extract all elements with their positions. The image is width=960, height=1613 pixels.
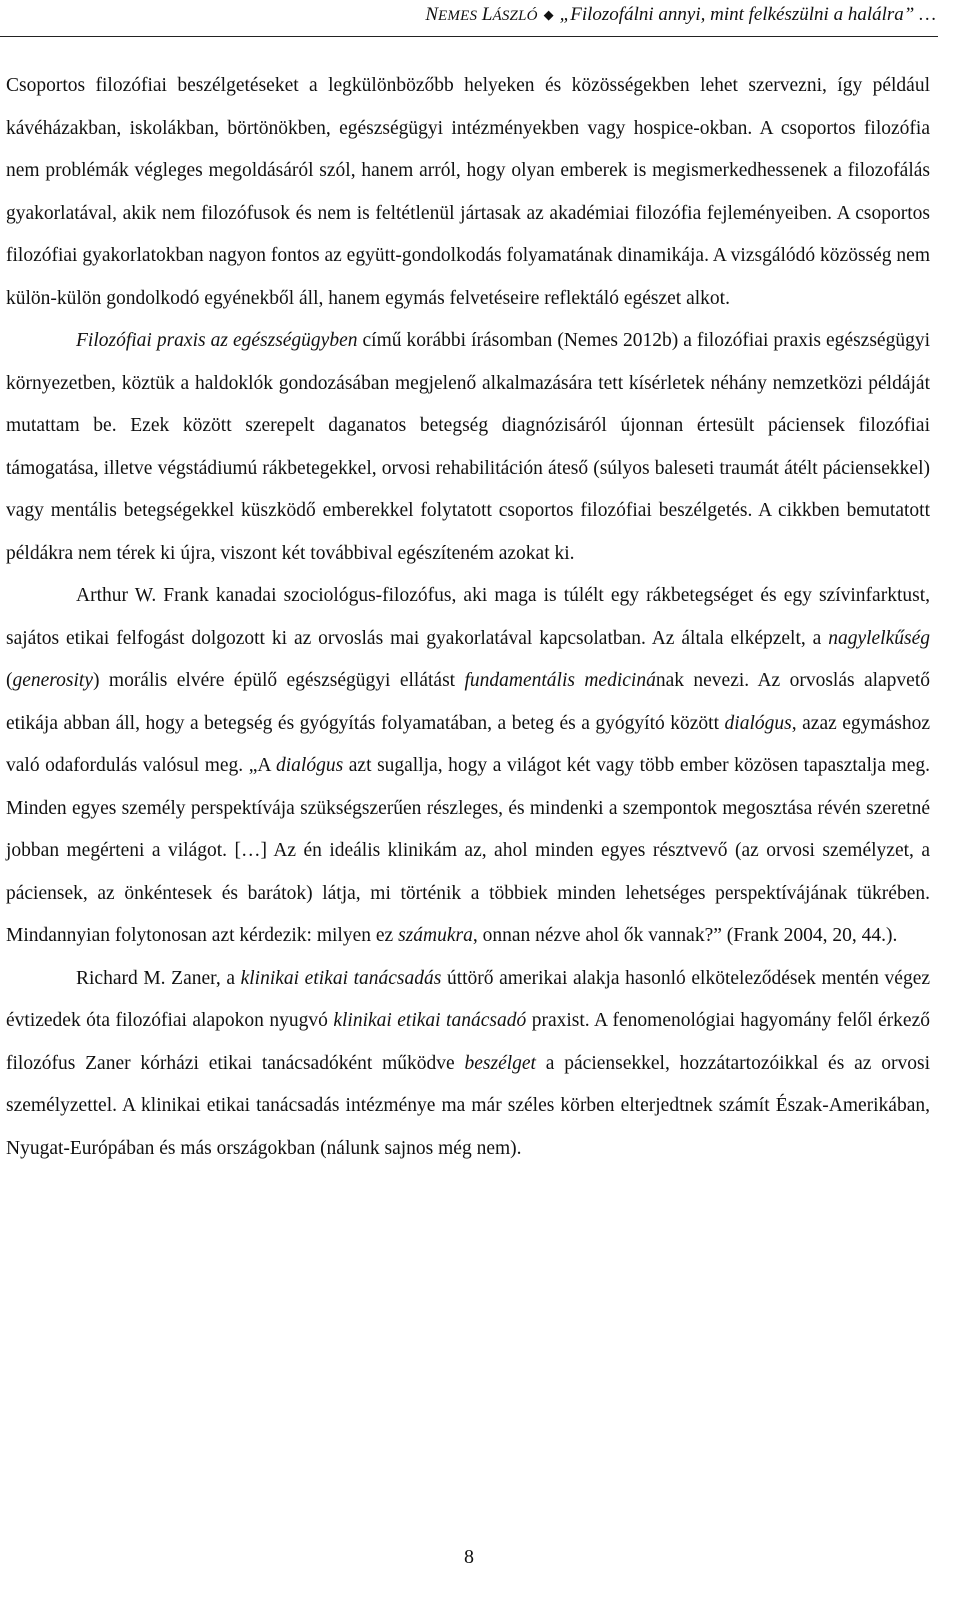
header-title: „Filozofálni annyi, mint felkészülni a halálra” … [559,4,936,25]
header-rule [0,36,938,37]
paragraph-3: Arthur W. Frank kanadai szociológus-filozófus, aki maga is túlélt egy rákbetegséget és egy szívinfarktust, sajátos etikai felfogást dolgozott ki az orvoslás mai gyakorlatával kapcsolatban. Az általa elképzelt, a nagylelkűség (generosity) morális elvére épülő egészségügyi ellátást fundamentális medicinának nevezi. Az orvoslás alapvető etikája abban áll, hogy a betegség és gyógyítás folyamatában, a beteg és a gyógyító között dialógus, azaz egymáshoz való odafordulás valósul meg. „A dialógus azt sugallja, hogy a világot két vagy több ember közösen tapasztalja meg. Minden egyes személy perspektívája szükségszerűen részleges, és mindenki a szempontok megosztása révén szeretné jobban megérteni a világot. […] Az én ideális klinikám az, ahol minden egyes résztvevő (az orvosi személyzet, a páciensek, az önkéntesek és barátok) látja, mi történik a többiek minden lehetséges perspektívájának tükrében. Mindannyian folytonosan azt kérdezik: milyen ez számukra, onnan nézve ahol ők vannak?” (Frank 2004, 20, 44.). [6,585,931,946]
paragraph-2: Filozófiai praxis az egészségügyben című korábbi írásomban (Nemes 2012b) a filozófiai praxis egészségügyi környezetben, köztük a haldoklók gondozásában megjelenő alkalmazására tett kísérletek néhány nemzetközi példáját mutattam be. Ezek között szerepelt daganatos betegség diagnózisáról újonnan értesült páciensek filozófiai támogatása, illetve végstádiumú rákbetegekkel, orvosi rehabilitáción áteső (súlyos baleseti traumát átélt páciensekkel) vagy mentális betegségekkel küszködő emberekkel folytatott csoportos filozófiai beszélgetés. A cikkben bemutatott példákra nem térek ki újra, viszont két továbbival egészíteném azokat ki. [6,330,930,564]
page-number: 8 [464,1546,474,1568]
paragraph-4: Richard M. Zaner, a klinikai etikai tanácsadás úttörő amerikai alakja hasonló elköteleződések mentén végez évtizedek óta filozófiai alapokon nyugvó klinikai etikai tanácsadó praxist. A fenomenológiai hagyomány felől érkező filozófus Zaner kórházi etikai tanácsadóként működve beszélget a páciensekkel, hozzátartozóikkal és az orvosi személyzettel. A klinikai etikai tanácsadás intézménye ma már széles körben elterjedtnek számít Észak-Amerikában, Nyugat-Európában és más országokban (nálunk sajnos még nem). [6,967,931,1159]
body-text [6,65,930,1170]
header-author: NEMES LÁSZLÓ [425,4,538,25]
paragraph-1: Csoportos filozófiai beszélgetéseket a legkülönbözőbb helyeken és közösségekben lehet szervezni, így például kávéházakban, iskolákban, börtönökben, egészségügyi intézményekben vagy hospice-okban. A csoportos filozófia nem problémák végleges megoldásáról szól, hanem arról, hogy olyan emberek is megismerkedhessenek a filozofálás gyakorlatával, akik nem filozófusok és nem is feltétlenül jártasak az akadémiai filozófia fejleményeiben. A csoportos filozófiai gyakorlatokban nagyon fontos az együtt-gondolkodás folyamatának dinamikája. A vizsgálódó közösség nem külön-külön gondolkodó egyénekből áll, hanem egymás felvetéseire reflektáló egészet alkot. [6,75,930,309]
diamond-separator-icon: ◆ [543,7,554,22]
running-header [425,2,936,29]
